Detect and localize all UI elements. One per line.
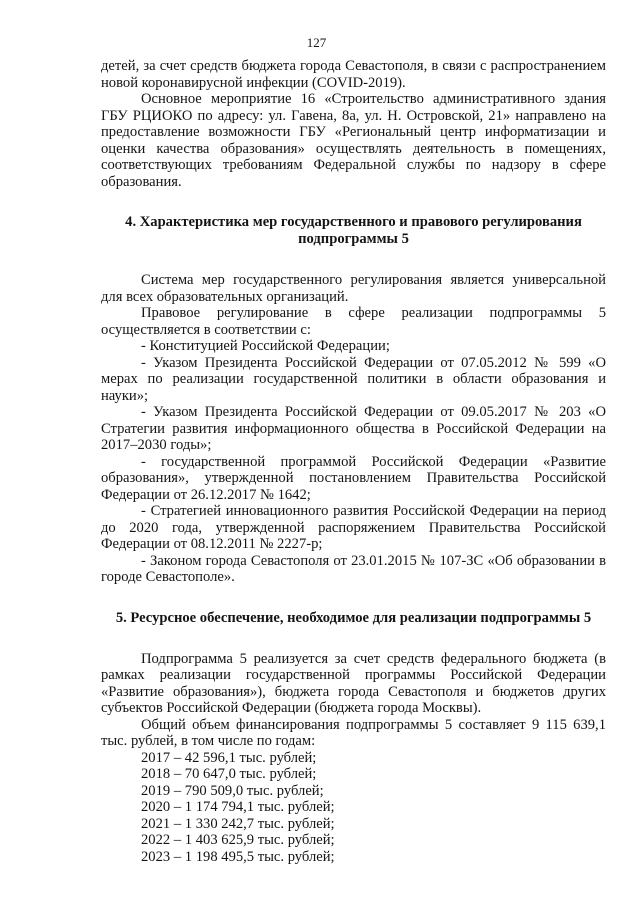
- section-5-heading: 5. Ресурсное обеспечение, необходимое для реализации подпрограммы 5: [115, 609, 592, 626]
- section-4-paragraph-2: Правовое регулирование в сфере реализации подпрограммы 5 осуществляется в соответствии с:: [101, 305, 606, 338]
- legal-basis-item: - Стратегией инновационного развития Российской Федерации на период до 2020 года, утвержденной распоряжением Правительства Российской Федерации от 08.12.2011 № 2227-р;: [101, 503, 606, 552]
- legal-basis-item: - Указом Президента Российской Федерации от 09.05.2017 № 203 «О Стратегии развития информационного общества в Российской Федерации на 2017–2030 годы»;: [101, 404, 606, 453]
- legal-basis-item: - Конституцией Российской Федерации;: [141, 338, 390, 354]
- section-4-paragraph-1: Система мер государственного регулирования является универсальной для всех образовательных организаций.: [101, 272, 606, 305]
- legal-basis-item: - Указом Президента Российской Федерации от 07.05.2012 № 599 «О мерах по реализации государственной политики в области образования и науки»;: [101, 354, 606, 404]
- funding-year-item: 2017 – 42 596,1 тыс. рублей;: [141, 749, 317, 766]
- funding-year-item: 2022 – 1 403 625,9 тыс. рублей;: [141, 832, 335, 849]
- legal-basis-item: - государственной программой Российской Федерации «Развитие образования», утвержденной постановлением Правительства Российской Федерации от 26.12.2017 № 1642;: [101, 453, 606, 503]
- page-number: 127: [306, 35, 327, 50]
- funding-year-item: 2021 – 1 330 242,7 тыс. рублей;: [141, 815, 335, 832]
- funding-year-item: 2020 – 1 174 794,1 тыс. рублей;: [141, 799, 335, 816]
- section-5-paragraph-1: Подпрограмма 5 реализуется за счет средств федерального бюджета (в рамках реализации государственной программы Российской Федерации «Развитие образования»), бюджета города Севастополя и бюджетов других субъектов Российской Федерации (бюджета города Москвы).: [101, 650, 606, 716]
- paragraph-covid-continuation: детей, за счет средств бюджета города Севастополя, в связи с распространением новой коронавирусной инфекции (COVID-2019).: [101, 58, 606, 91]
- section-5-paragraph-2: Общий объем финансирования подпрограммы 5 составляет 9 115 639,1 тыс. рублей, в том числе по годам:: [101, 716, 606, 749]
- funding-by-year-list: [141, 750, 606, 866]
- paragraph-activity-16: Основное мероприятие 16 «Строительство административного здания ГБУ РЦИОКО по адресу: ул. Гавена, 8а, ул. Н. Островской, 21» направлено на предоставление возможности ГБУ «Региональный центр информатизации и оценки качества образования» осуществлять деятельность в помещениях, соответствующих требованиям Федеральной службы по надзору в сфере образования.: [101, 91, 606, 190]
- funding-year-item: 2019 – 790 509,0 тыс. рублей;: [141, 782, 324, 799]
- section-4-heading: 4. Характеристика мер государственного и правового регулирования подпрограммы 5: [125, 214, 582, 247]
- document-body: [101, 58, 606, 866]
- funding-year-item: 2018 – 70 647,0 тыс. рублей;: [141, 766, 317, 783]
- legal-basis-item: - Законом города Севастополя от 23.01.2015 № 107-ЗС «Об образовании в городе Севастополе».: [101, 552, 606, 585]
- funding-year-item: 2023 – 1 198 495,5 тыс. рублей;: [141, 849, 335, 866]
